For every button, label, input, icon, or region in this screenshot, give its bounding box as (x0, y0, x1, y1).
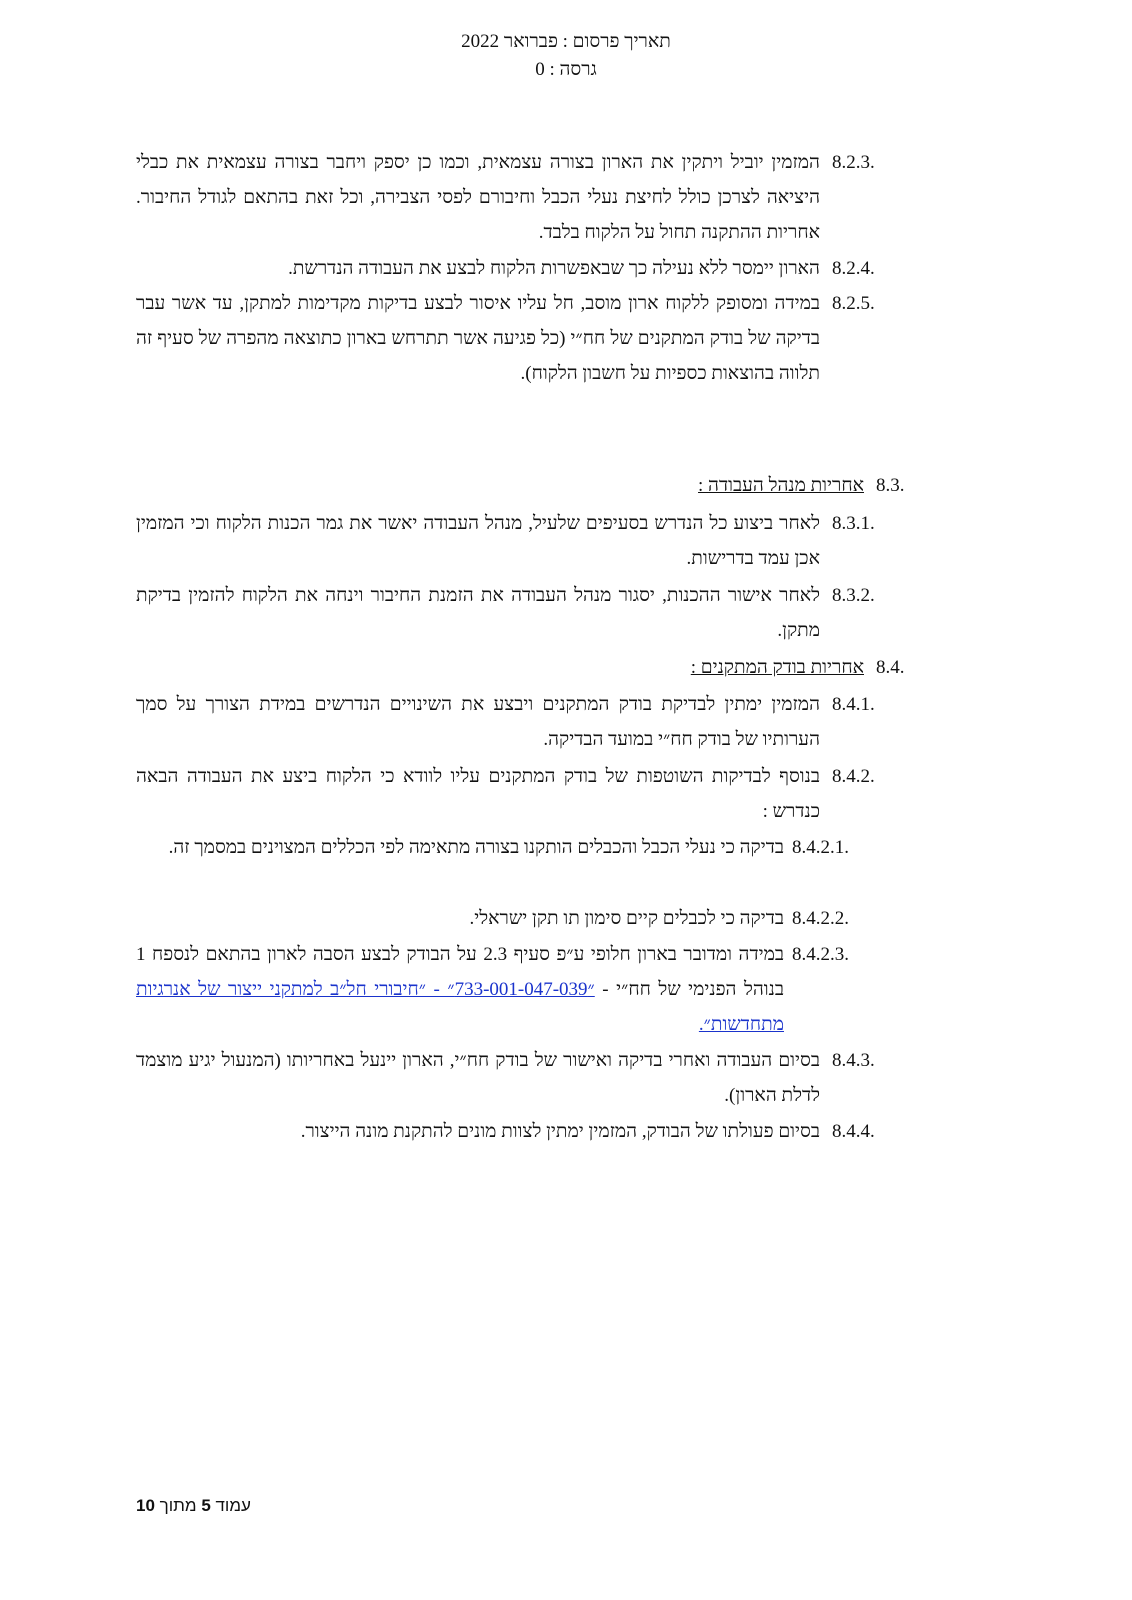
internal-procedure-link[interactable]: ״733-001-047-039״ - ״חיבורי חל״ב למתקני ייצור של אנרגיות מתחדשות״. (136, 979, 784, 1035)
section-8-4-2-1-text: בדיקה כי נעלי הכבל והכבלים הותקנו בצורה מתאימה לפי הכללים המצוינים במסמך זה. (168, 837, 784, 858)
page-word: עמוד (215, 1496, 251, 1515)
section-8-4-3-text: בסיום העבודה ואחרי בדיקה ואישור של בודק חח״י, הארון יינעל באחריותו (המנעול יגיע מוצמד לדלת הארון). (136, 1050, 820, 1106)
section-number: 8.4.3. (832, 1050, 875, 1071)
section-number: 8.4.2.1. (792, 837, 849, 858)
section-8-4-2-3-body: במידה ומדובר בארון חלופי ע״פ סעיף 2.3 על הבודק לבצע הסבה לארון בהתאם לנספח 1 בנוהל הפנימי של חח״י - (136, 944, 784, 1000)
section-8-4-4-text: בסיום פעולתו של הבודק, המזמין ימתין לצוות מונים להתקנת מונה הייצור. (300, 1121, 820, 1142)
section-number: 8.4.4. (832, 1121, 875, 1142)
section-8-2-5-text: במידה ומסופק ללקוח ארון מוסב, חל עליו איסור לבצע בדיקות מקדימות למתקן, עד אשר עבר בדיקה של בודק המתקנים של חח״י (כל פגיעה אשר תתרחש בארון כתוצאה מהפרה של סעיף זה תלווה בהוצאות כספיות על חשבון הלקוח). (136, 293, 820, 384)
section-8-4-2-3-text (136, 937, 784, 1042)
section-number: 8.4. (876, 657, 905, 678)
publish-date: תאריך פרסום : פברואר 2022 (461, 31, 671, 52)
section-8-4-2-text: בנוסף לבדיקות השוטפות של בודק המתקנים עליו לוודא כי הלקוח ביצע את העבודה הבאה כנדרש : (136, 766, 820, 822)
section-8-2-4-text: הארון יימסר ללא נעילה כך שבאפשרות הלקוח לבצע את העבודה הנדרשת. (288, 258, 820, 279)
section-number: 8.4.2.3. (792, 944, 849, 965)
section-number: 8.4.2.2. (792, 908, 849, 929)
section-8-3-2-text: לאחר אישור ההכנות, יסגור מנהל העבודה את הזמנת החיבור וינחה את הלקוח להזמין בדיקת מתקן. (136, 585, 820, 641)
section-8-4-title: אחריות בודק המתקנים : (690, 657, 864, 678)
section-number: 8.3.2. (832, 585, 875, 606)
page-header (0, 28, 1132, 84)
section-number: 8.4.1. (832, 694, 875, 715)
section-number: 8.2.5. (832, 293, 875, 314)
page-number: 5 (201, 1496, 211, 1515)
section-8-2-3-text: המזמין יוביל ויתקין את הארון בצורה עצמאית, וכמו כן יספק ויחבר בצורה עצמאית את כבלי היציאה לצרכן כולל לחיצת נעלי הכבל וחיבורם לפסי הצבירה, וכל זאת בהתאם לגודל החיבור. אחריות ההתקנה תחול על הלקוח בלבד. (136, 152, 820, 243)
section-8-4-2-2-text: בדיקה כי לכבלים קיים סימון תו תקן ישראלי. (469, 908, 784, 929)
section-number: 8.4.2. (832, 766, 875, 787)
section-number: 8.2.4. (832, 258, 875, 279)
section-number: 8.3.1. (832, 513, 875, 534)
section-8-4-1-text: המזמין ימתין לבדיקת בודק המתקנים ויבצע את השינויים הנדרשים במידת הצורך על סמך הערותיו של בודק חח״י במועד הבדיקה. (136, 694, 820, 750)
version: גרסה : 0 (535, 59, 597, 80)
section-number: 8.3. (876, 475, 905, 496)
page-footer (136, 1496, 256, 1516)
page-total: 10 (136, 1496, 155, 1515)
of-word: מתוך (159, 1496, 197, 1515)
section-8-3-1-text: לאחר ביצוע כל הנדרש בסעיפים שלעיל, מנהל העבודה יאשר את גמר הכנות הלקוח וכי המזמין אכן עמד בדרישות. (136, 513, 820, 569)
section-number: 8.2.3. (832, 152, 875, 173)
section-8-3-title: אחריות מנהל העבודה : (698, 475, 864, 496)
